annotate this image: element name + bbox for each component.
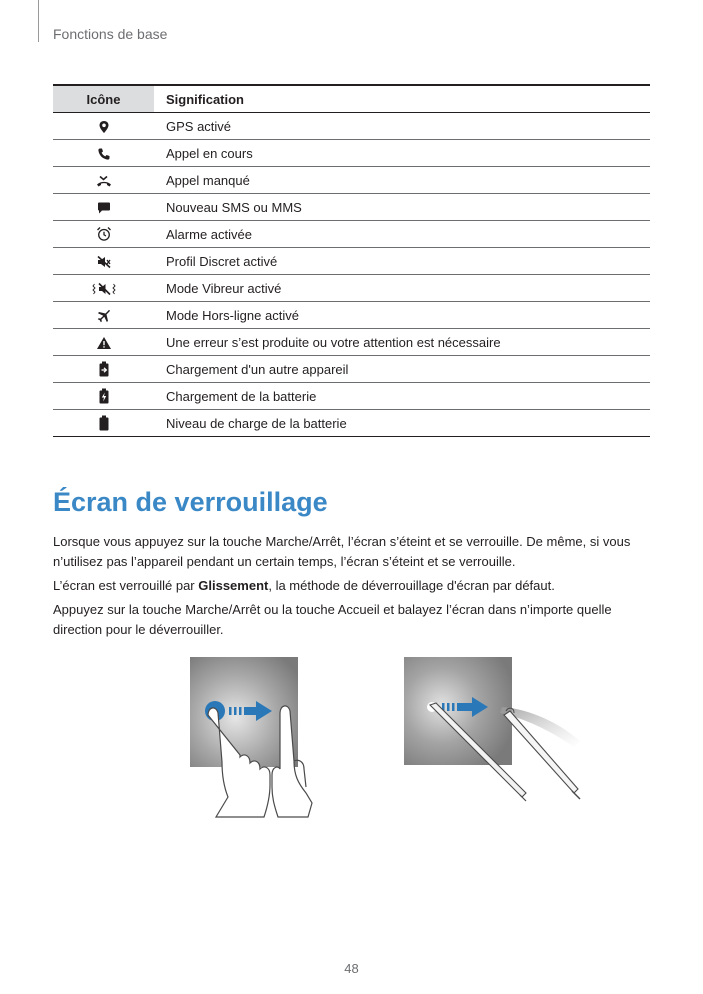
row-label: Niveau de charge de la batterie (154, 410, 650, 437)
paragraph-unlock-instructions: Appuyez sur la touche Marche/Arrêt ou la touche Accueil et balayez l’écran dans n’importe quelle direction pour le déverrouiller. (53, 602, 612, 637)
column-header-icon: Icône (53, 85, 154, 113)
method-name: Glissement (198, 578, 269, 593)
status-icon-table (53, 84, 650, 437)
table-row (53, 356, 650, 383)
table-row (53, 329, 650, 356)
table-row (53, 167, 650, 194)
row-label: Une erreur s’est produite ou votre attention est nécessaire (154, 329, 650, 356)
battery-charging-icon (98, 388, 110, 404)
table-row (53, 221, 650, 248)
alarm-clock-icon (96, 226, 112, 242)
chapter-header: Fonctions de base (53, 26, 168, 42)
hand-swipe-illustration (188, 657, 330, 819)
table-row (53, 302, 650, 329)
location-pin-icon (97, 120, 111, 134)
paragraph-lock-intro: Lorsque vous appuyez sur la touche Marche/Arrêt, l’écran s’éteint et se verrouille. De même, si vous n’utilisez pas l’appareil pendant un certain temps, l’écran s’éteint et se verrouille. (53, 534, 631, 569)
phone-call-icon (97, 147, 111, 161)
section-title: Écran de verrouillage (53, 487, 328, 517)
row-label: Chargement de la batterie (154, 383, 650, 410)
table-row (53, 275, 650, 302)
spen-swipe-illustration (402, 657, 587, 802)
row-label: Mode Hors-ligne activé (154, 302, 650, 329)
row-label: Alarme activée (154, 221, 650, 248)
row-label: Appel en cours (154, 140, 650, 167)
row-label: Chargement d'un autre appareil (154, 356, 650, 383)
battery-level-icon (98, 415, 110, 431)
row-label: GPS activé (154, 113, 650, 140)
paragraph-default-method (53, 576, 653, 596)
airplane-icon (97, 309, 111, 323)
paragraph-text: , la méthode de déverrouillage d'écran par défaut. (268, 578, 555, 593)
table-row (53, 113, 650, 140)
charging-other-device-icon (98, 361, 110, 377)
table-row (53, 410, 650, 437)
mute-icon (96, 255, 112, 269)
warning-icon (96, 336, 112, 350)
row-label: Mode Vibreur activé (154, 275, 650, 302)
table-row (53, 140, 650, 167)
table-row (53, 383, 650, 410)
paragraph-text: L’écran est verrouillé par (53, 578, 199, 593)
table-header-row (53, 85, 650, 113)
column-header-meaning: Signification (154, 85, 650, 113)
message-bubble-icon (97, 201, 111, 215)
header-rule (38, 0, 39, 42)
row-label: Profil Discret activé (154, 248, 650, 275)
table-row (53, 248, 650, 275)
table-row (53, 194, 650, 221)
page-number: 48 (344, 961, 359, 976)
missed-call-icon (96, 174, 112, 188)
row-label: Appel manqué (154, 167, 650, 194)
vibrate-icon (91, 282, 117, 296)
row-label: Nouveau SMS ou MMS (154, 194, 650, 221)
